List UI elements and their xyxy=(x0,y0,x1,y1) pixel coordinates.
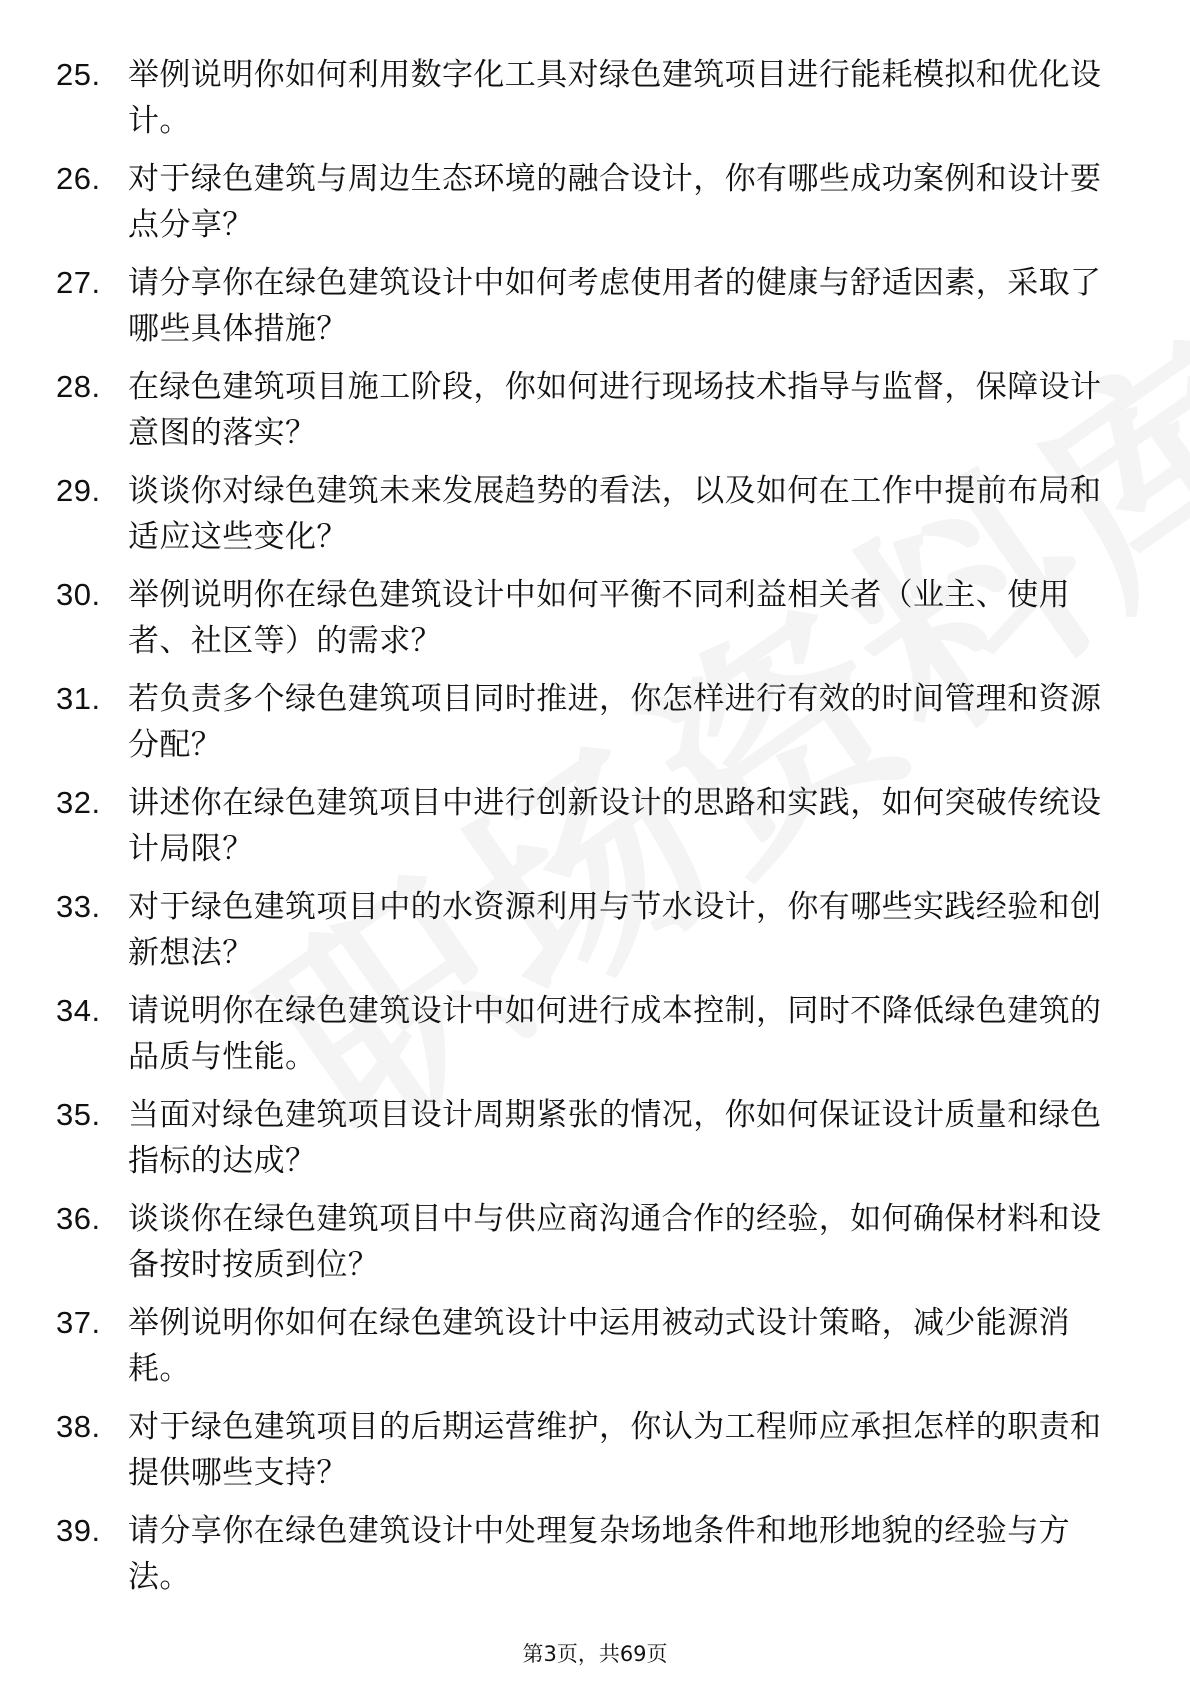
question-text: 对于绿色建筑与周边生态环境的融合设计，你有哪些成功案例和设计要点分享？ xyxy=(128,161,1102,243)
page-footer: 第3页，共69页 xyxy=(522,1642,668,1666)
question-number: 27. xyxy=(56,265,101,300)
question-item xyxy=(0,1088,1190,1192)
question-text: 若负责多个绿色建筑项目同时推进，你怎样进行有效的时间管理和资源分配？ xyxy=(128,681,1102,763)
question-item xyxy=(0,360,1190,464)
question-item xyxy=(0,880,1190,984)
question-number: 39. xyxy=(56,1513,101,1548)
question-number: 32. xyxy=(56,785,101,820)
question-item xyxy=(0,1296,1190,1400)
question-text: 当面对绿色建筑项目设计周期紧张的情况，你如何保证设计质量和绿色指标的达成？ xyxy=(128,1097,1102,1179)
question-item xyxy=(0,464,1190,568)
question-text: 请说明你在绿色建筑设计中如何进行成本控制，同时不降低绿色建筑的品质与性能。 xyxy=(128,993,1102,1075)
question-item xyxy=(0,1192,1190,1296)
question-item xyxy=(0,984,1190,1088)
question-number: 28. xyxy=(56,369,101,404)
question-number: 30. xyxy=(56,577,101,612)
question-text: 谈谈你对绿色建筑未来发展趋势的看法，以及如何在工作中提前布局和适应这些变化？ xyxy=(128,473,1102,555)
question-number: 26. xyxy=(56,161,101,196)
question-item xyxy=(0,256,1190,360)
question-item xyxy=(0,1504,1190,1608)
question-number: 35. xyxy=(56,1097,101,1132)
question-item xyxy=(0,776,1190,880)
question-item xyxy=(0,152,1190,256)
question-number: 38. xyxy=(56,1409,101,1444)
question-text: 举例说明你如何在绿色建筑设计中运用被动式设计策略，减少能源消耗。 xyxy=(128,1305,1070,1387)
question-text: 谈谈你在绿色建筑项目中与供应商沟通合作的经验，如何确保材料和设备按时按质到位？ xyxy=(128,1201,1102,1283)
question-number: 29. xyxy=(56,473,101,508)
question-text: 举例说明你在绿色建筑设计中如何平衡不同利益相关者（业主、使用者、社区等）的需求？ xyxy=(128,577,1070,659)
question-number: 33. xyxy=(56,889,101,924)
question-text: 请分享你在绿色建筑设计中处理复杂场地条件和地形地貌的经验与方法。 xyxy=(128,1513,1070,1595)
question-number: 25. xyxy=(56,57,101,92)
question-item xyxy=(0,672,1190,776)
question-number: 36. xyxy=(56,1201,101,1236)
question-text: 讲述你在绿色建筑项目中进行创新设计的思路和实践，如何突破传统设计局限？ xyxy=(128,785,1102,867)
question-item xyxy=(0,48,1190,152)
question-text: 在绿色建筑项目施工阶段，你如何进行现场技术指导与监督，保障设计意图的落实？ xyxy=(128,369,1102,451)
question-list xyxy=(0,48,1190,1608)
question-number: 31. xyxy=(56,681,101,716)
question-item xyxy=(0,1400,1190,1504)
question-item xyxy=(0,568,1190,672)
question-number: 34. xyxy=(56,993,101,1028)
question-text: 对于绿色建筑项目中的水资源利用与节水设计，你有哪些实践经验和创新想法？ xyxy=(128,889,1102,971)
question-number: 37. xyxy=(56,1305,101,1340)
question-text: 对于绿色建筑项目的后期运营维护，你认为工程师应承担怎样的职责和提供哪些支持？ xyxy=(128,1409,1102,1491)
question-text: 请分享你在绿色建筑设计中如何考虑使用者的健康与舒适因素，采取了哪些具体措施？ xyxy=(128,265,1102,347)
question-text: 举例说明你如何利用数字化工具对绿色建筑项目进行能耗模拟和优化设计。 xyxy=(128,57,1102,139)
